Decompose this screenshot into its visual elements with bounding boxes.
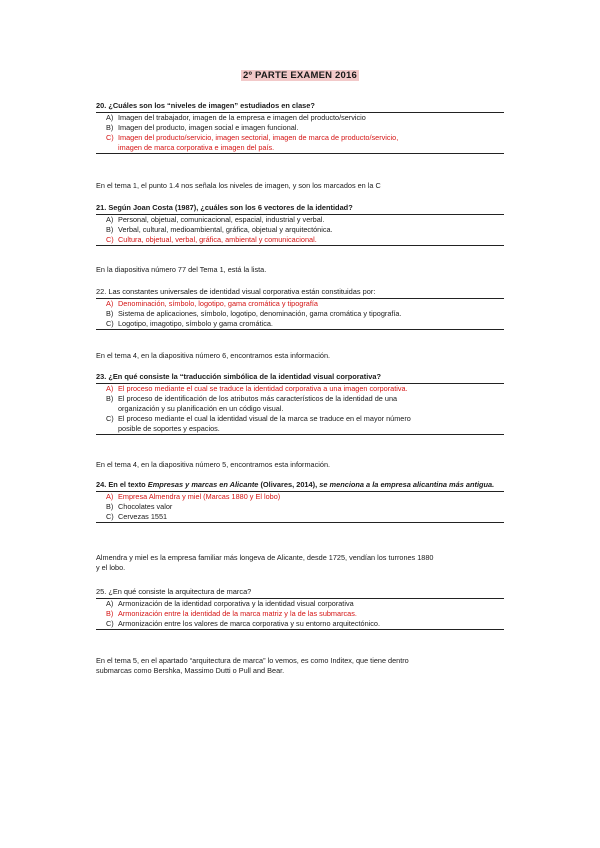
option-a-correct: A) El proceso mediante el cual se traduce la identidad corporativa a una imagen corporativa. [106,384,408,393]
answer-note-21: En la diapositiva número 77 del Tema 1, está la lista. [96,265,267,274]
option-a: A) Armonización de la identidad corporativa y la identidad visual corporativa [106,599,354,608]
option-a-correct: A) Empresa Almendra y miel (Marcas 1880 y El lobo) [106,492,281,501]
option-a: A) Personal, objetual, comunicacional, espacial, industrial y verbal. [106,215,325,224]
page-title: 2º PARTE EXAMEN 2016 [243,70,357,81]
question-heading: 22. Las constantes universales de identidad visual corporativa están constituidas por: [96,287,504,299]
option-b: B) Chocolates valor [106,502,173,511]
option-list [96,384,504,435]
option-c-correct: C) Cultura, objetual, verbal, gráfica, ambiental y comunicacional. [106,235,317,244]
option-a-correct: A) Denominación, símbolo, logotipo, gama cromática y tipografía [106,299,318,308]
option-b: B) Sistema de aplicaciones, símbolo, logotipo, denominación, gama cromática y tipografía. [106,309,402,318]
option-c: C) El proceso mediante el cual la identidad visual de la marca se traduce en el mayor número [106,414,411,423]
option-a: A) Imagen del trabajador, imagen de la empresa e imagen del producto/servicio [106,113,366,122]
question-20 [96,101,504,154]
option-c: C) Cervezas 1551 [106,512,168,521]
option-c: C) Armonización entre los valores de marca corporativa y su entorno arquitectónico. [106,619,381,628]
question-24 [96,480,504,523]
question-heading: 24. En el texto Empresas y marcas en Alicante (Olivares, 2014), se menciona a la empresa alicantina más antigua. [96,480,504,492]
question-heading: 21. Según Joan Costa (1987), ¿cuáles son los 6 vectores de la identidad? [96,203,504,215]
answer-note-22: En el tema 4, en la diapositiva número 6, encontramos esta información. [96,351,331,360]
option-c-continuation: imagen de marca corporativa e imagen del país. [118,143,275,152]
option-c: C) Logotipo, imagotipo, símbolo y gama cromática. [106,319,273,328]
answer-note-25: En el tema 5, en el apartado “arquitectura de marca” lo vemos, es como Inditex, que tiene dentro submarcas como Bershka, Massimo Dutti o Pull and Bear. [96,656,409,675]
question-heading: 20. ¿Cuáles son los “niveles de imagen” estudiados en clase? [96,101,504,113]
option-list [96,215,504,246]
option-b: B) Verbal, cultural, medioambiental, gráfica, objetual y arquitectónica. [106,225,333,234]
option-c-correct: C) Imagen del producto/servicio, imagen sectorial, imagen de marca de producto/servicio, [106,133,399,142]
question-22 [96,287,504,330]
answer-note-23: En el tema 4, en la diapositiva número 5, encontramos esta información. [96,460,331,469]
option-list [96,299,504,330]
option-list [96,599,504,630]
answer-note-20: En el tema 1, el punto 1.4 nos señala los niveles de imagen, y son los marcados en la C [96,181,381,190]
option-list [96,113,504,154]
question-21 [96,203,504,246]
question-heading: 23. ¿En qué consiste la “traducción simbólica de la identidad visual corporativa? [96,372,504,384]
option-b-correct: B) Armonización entre la identidad de la marca matriz y la de las submarcas. [106,609,357,618]
option-c-continuation: posible de soportes y espacios. [118,424,220,433]
question-heading: 25. ¿En qué consiste la arquitectura de marca? [96,587,504,599]
answer-note-24: Almendra y miel es la empresa familiar más longeva de Alicante, desde 1725, vendían los turrones 1880 y el lobo. [96,553,434,572]
option-b-continuation: organización y su planificación en un código visual. [118,404,284,413]
option-b: B) Imagen del producto, imagen social e imagen funcional. [106,123,299,132]
option-list [96,492,504,523]
question-25 [96,587,504,630]
question-23 [96,372,504,435]
option-b: B) El proceso de identificación de los atributos más característicos de la identidad de una [106,394,398,403]
